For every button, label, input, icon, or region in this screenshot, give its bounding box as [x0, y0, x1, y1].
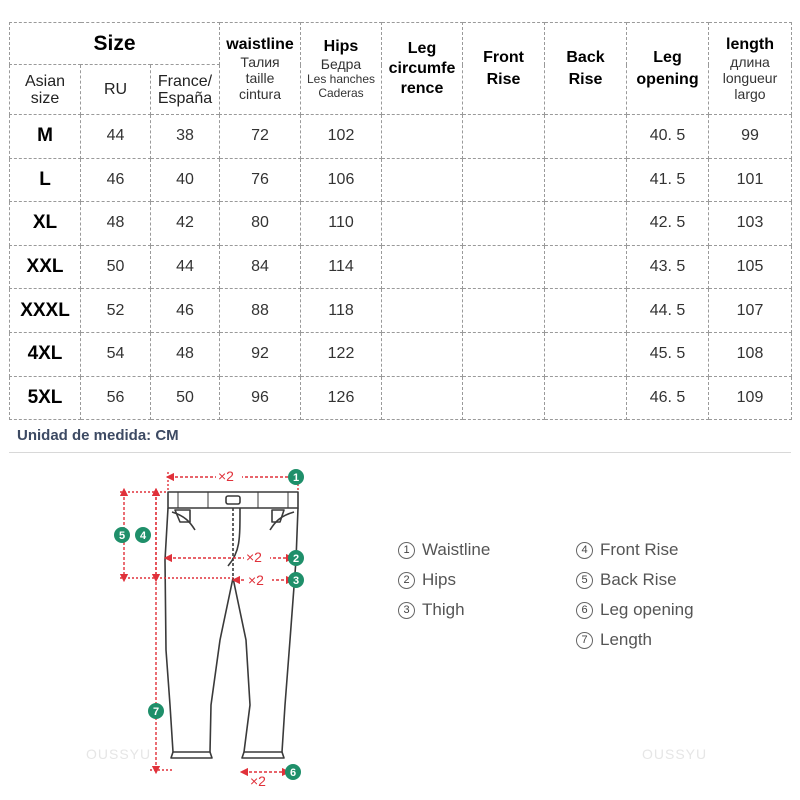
waistline-sub-es: cintura	[238, 85, 282, 102]
legend-label: Leg opening	[600, 600, 694, 619]
table-cell-leg-opening: 41. 5	[627, 158, 709, 202]
table-cell-length: 107	[709, 289, 792, 333]
table-cell-waist: 72	[220, 115, 301, 159]
table-cell-ru: 44	[81, 115, 151, 159]
length-header	[709, 23, 792, 115]
hips-times-two: ×2	[246, 549, 262, 565]
table-cell-waist: 84	[220, 245, 301, 289]
table-cell-ru: 52	[81, 289, 151, 333]
table-cell-ru: 56	[81, 376, 151, 420]
table-cell-fr: 42	[151, 202, 220, 246]
table-cell-hips: 126	[301, 376, 382, 420]
section-divider	[9, 452, 791, 453]
table-cell-fr: 50	[151, 376, 220, 420]
table-cell-back-rise	[545, 376, 627, 420]
table-cell-back-rise	[545, 332, 627, 376]
legend-item	[398, 565, 490, 595]
table-cell-ru: 46	[81, 158, 151, 202]
svg-text:6: 6	[289, 767, 297, 779]
table-row	[10, 376, 792, 420]
table-cell-front-rise	[463, 245, 545, 289]
legend-item	[398, 595, 490, 625]
legend-label: Front Rise	[600, 540, 679, 559]
legend-number-icon: 5	[576, 572, 593, 589]
leg-circumference-header	[382, 23, 463, 115]
back-rise-title: Back Rise	[566, 48, 605, 88]
table-cell-hips: 122	[301, 332, 382, 376]
table-cell-back-rise	[545, 245, 627, 289]
france-espana-title: France/ España	[157, 72, 213, 107]
table-cell-fr: 46	[151, 289, 220, 333]
table-cell-leg-opening: 43. 5	[627, 245, 709, 289]
size-label-cell: M	[10, 115, 81, 159]
legend-label: Hips	[422, 570, 457, 589]
table-cell-front-rise	[463, 202, 545, 246]
table-cell-leg-opening: 40. 5	[627, 115, 709, 159]
table-cell-length: 103	[709, 202, 792, 246]
length-title: length	[726, 35, 774, 53]
size-label-cell: XL	[10, 202, 81, 246]
waistline-title: waistline	[226, 35, 294, 53]
table-cell-fr: 40	[151, 158, 220, 202]
size-label-cell: XXL	[10, 245, 81, 289]
size-table-body	[10, 115, 792, 420]
table-cell-hips: 102	[301, 115, 382, 159]
length-sub-ru: длина	[730, 53, 770, 70]
legend-number-icon: 4	[576, 542, 593, 559]
table-cell-leg-circ	[382, 202, 463, 246]
waist-times-two: ×2	[218, 468, 234, 484]
table-row	[10, 289, 792, 333]
legend-number-icon: 7	[576, 632, 593, 649]
table-cell-waist: 80	[220, 202, 301, 246]
back-rise-header	[545, 23, 627, 115]
svg-text:7: 7	[152, 706, 160, 718]
table-cell-leg-opening: 45. 5	[627, 332, 709, 376]
table-cell-leg-circ	[382, 289, 463, 333]
thigh-times-two: ×2	[248, 572, 264, 588]
table-cell-length: 108	[709, 332, 792, 376]
france-espana-header	[151, 65, 220, 115]
svg-text:1: 1	[292, 472, 300, 484]
unit-note: Unidad de medida: CM	[17, 427, 179, 444]
table-cell-fr: 48	[151, 332, 220, 376]
table-cell-length: 99	[709, 115, 792, 159]
pants-illustration	[165, 492, 298, 758]
svg-text:5: 5	[118, 530, 126, 542]
legend-number-icon: 3	[398, 602, 415, 619]
table-cell-fr: 38	[151, 115, 220, 159]
table-header-row	[10, 23, 792, 65]
table-cell-back-rise	[545, 158, 627, 202]
legend-item	[576, 565, 694, 595]
table-cell-front-rise	[463, 376, 545, 420]
table-row	[10, 245, 792, 289]
size-label-cell: L	[10, 158, 81, 202]
asian-size-title: Asian size	[24, 72, 66, 107]
legend-right	[576, 535, 694, 655]
diagram-markers	[114, 469, 304, 780]
table-cell-hips: 114	[301, 245, 382, 289]
front-rise-header	[463, 23, 545, 115]
table-cell-leg-circ	[382, 158, 463, 202]
length-sub-fr: longueur	[722, 69, 778, 86]
table-cell-ru: 54	[81, 332, 151, 376]
table-cell-length: 109	[709, 376, 792, 420]
table-cell-hips: 106	[301, 158, 382, 202]
svg-text:4: 4	[139, 530, 147, 542]
table-cell-hips: 118	[301, 289, 382, 333]
legend-label: Length	[600, 630, 652, 649]
legend-label: Waistline	[422, 540, 491, 559]
table-cell-length: 101	[709, 158, 792, 202]
table-cell-front-rise	[463, 289, 545, 333]
waistline-sub-fr: taille	[245, 69, 275, 86]
waistline-header	[220, 23, 301, 115]
size-header: Size	[10, 23, 220, 65]
table-cell-leg-circ	[382, 245, 463, 289]
table-cell-leg-circ	[382, 332, 463, 376]
table-cell-back-rise	[545, 202, 627, 246]
table-cell-leg-opening: 44. 5	[627, 289, 709, 333]
watermark-right: OUSSYU	[642, 746, 708, 762]
table-cell-leg-circ	[382, 376, 463, 420]
table-cell-ru: 50	[81, 245, 151, 289]
table-row	[10, 158, 792, 202]
table-cell-leg-opening: 46. 5	[627, 376, 709, 420]
asian-size-header	[10, 65, 81, 115]
length-sub-es: largo	[734, 85, 766, 102]
hips-sub-es: Caderas	[318, 85, 364, 100]
size-chart-table	[9, 22, 792, 420]
table-cell-waist: 96	[220, 376, 301, 420]
table-row	[10, 115, 792, 159]
legend-label: Thigh	[422, 600, 465, 619]
table-cell-back-rise	[545, 115, 627, 159]
legend-left	[398, 535, 490, 625]
waistline-sub-ru: Талия	[240, 53, 280, 70]
size-label-cell: 5XL	[10, 376, 81, 420]
table-cell-back-rise	[545, 289, 627, 333]
table-cell-fr: 44	[151, 245, 220, 289]
leg-circumference-title: Leg circumfe rence	[388, 39, 456, 97]
legend-number-icon: 2	[398, 572, 415, 589]
hips-sub-ru: Бедра	[320, 55, 362, 72]
ru-header: RU	[81, 65, 151, 115]
svg-text:2: 2	[292, 553, 300, 565]
hips-header	[301, 23, 382, 115]
table-cell-front-rise	[463, 332, 545, 376]
size-label-cell: XXXL	[10, 289, 81, 333]
leg-opening-header	[627, 23, 709, 115]
table-row	[10, 202, 792, 246]
table-cell-front-rise	[463, 115, 545, 159]
size-label-cell: 4XL	[10, 332, 81, 376]
pants-measurement-diagram	[0, 455, 330, 800]
svg-text:3: 3	[292, 575, 300, 587]
legend-number-icon: 6	[576, 602, 593, 619]
hips-sub-fr: Les hanches	[306, 71, 376, 86]
leg-opening-times-two: ×2	[250, 773, 266, 789]
front-rise-title: Front Rise	[483, 48, 524, 88]
legend-item	[576, 595, 694, 625]
table-cell-waist: 76	[220, 158, 301, 202]
legend-label: Back Rise	[600, 570, 677, 589]
legend-item	[576, 625, 694, 655]
legend-number-icon: 1	[398, 542, 415, 559]
table-cell-front-rise	[463, 158, 545, 202]
table-cell-leg-circ	[382, 115, 463, 159]
legend-item	[398, 535, 490, 565]
leg-opening-title: Leg opening	[636, 48, 699, 88]
table-row	[10, 332, 792, 376]
table-cell-leg-opening: 42. 5	[627, 202, 709, 246]
table-cell-length: 105	[709, 245, 792, 289]
legend-item	[576, 535, 694, 565]
table-cell-waist: 88	[220, 289, 301, 333]
table-cell-ru: 48	[81, 202, 151, 246]
table-cell-waist: 92	[220, 332, 301, 376]
table-cell-hips: 110	[301, 202, 382, 246]
hips-title: Hips	[323, 37, 359, 55]
watermark-left: OUSSYU	[86, 746, 152, 762]
